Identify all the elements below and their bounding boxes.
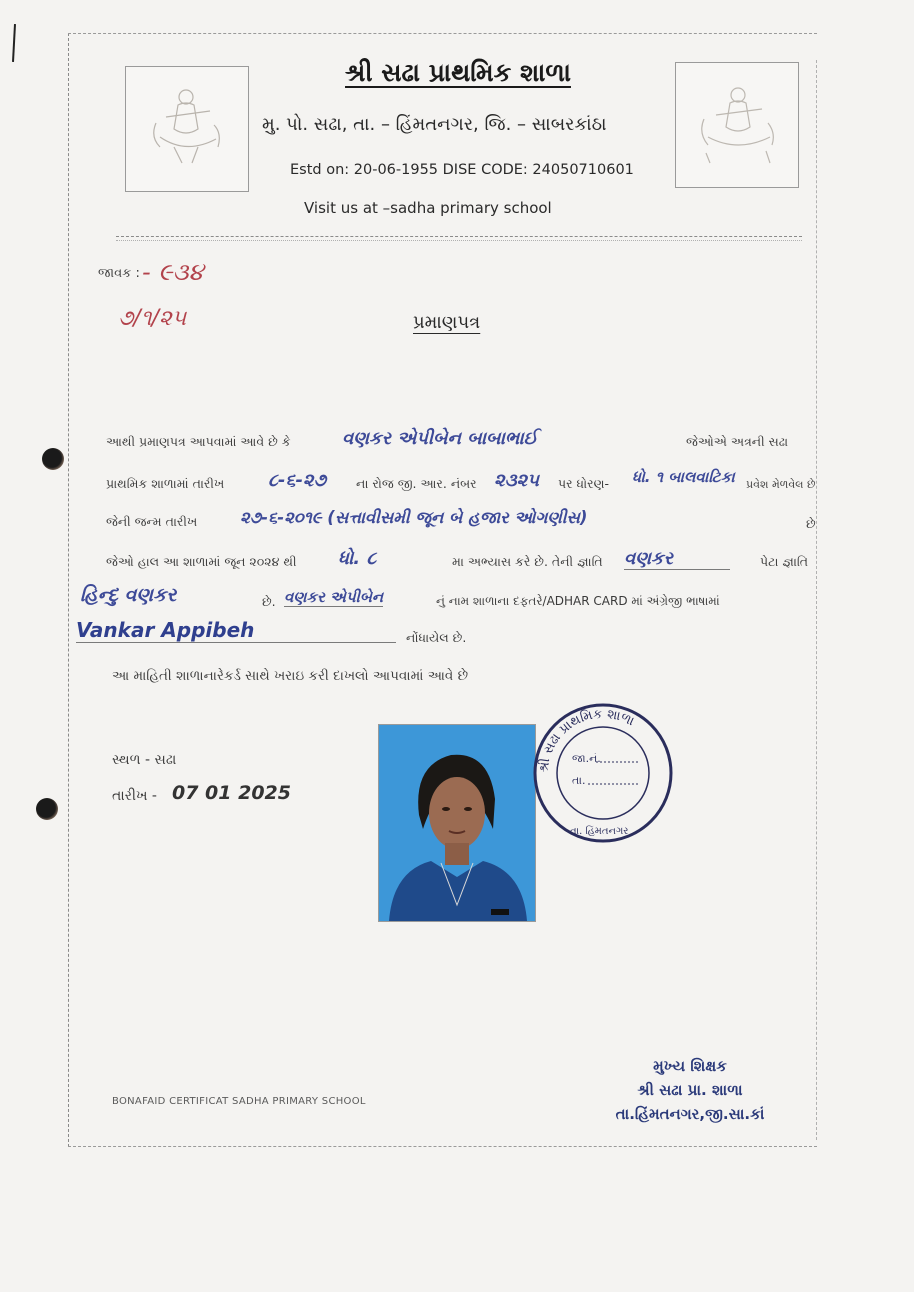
body-line6-text: નોંધાયેલ છે. bbox=[406, 630, 467, 645]
javak-label: જાવક : bbox=[98, 266, 140, 281]
school-address: મુ. પો. સઢા, તા. – હિંમતનગર, જિ. – સાબરકાંઠા bbox=[262, 114, 607, 135]
religion-subcaste: હિન્દુ વણકર bbox=[80, 584, 177, 606]
place-row bbox=[112, 752, 176, 768]
school-seal bbox=[530, 700, 676, 846]
visit-us-line: Visit us at –sadha primary school bbox=[304, 199, 552, 217]
school-name: શ્રી સઢા પ્રાથમિક શાળા bbox=[345, 58, 571, 87]
saraswati-logo-right bbox=[675, 62, 799, 188]
place-label: સ્થળ - bbox=[112, 752, 155, 768]
student-name-english: Vankar Appibeh bbox=[76, 618, 396, 643]
punch-hole-top bbox=[42, 448, 64, 470]
signature-title: મુખ્ય શિક્ષક bbox=[653, 1057, 727, 1075]
punch-hole-bottom bbox=[36, 798, 58, 820]
body-line4-text-b: મા અભ્યાસ કરે છે. તેની જ્ઞાતિ bbox=[452, 554, 603, 569]
current-standard: ધો. ૮ bbox=[338, 548, 377, 569]
reference-date: ૭/૧/૨૫ bbox=[118, 306, 187, 331]
place-value: સઢા bbox=[154, 752, 177, 768]
body-line2-text-d: પ્રવેશ મેળવેલ છે bbox=[746, 478, 816, 491]
admission-standard: ધો. ૧ બાલવાટિકા bbox=[632, 468, 735, 486]
seal-ja-label: જા.નં. bbox=[572, 752, 601, 765]
student-name: વણકર એપીબેન બાબાભાઈ bbox=[342, 428, 538, 449]
signature-school: શ્રી સઢા પ્રા. શાળા bbox=[637, 1081, 743, 1099]
certificate-border-right bbox=[816, 60, 817, 1140]
body-line5-text-b: નું નામ શાળાના દફતરે/ADHAR CARD માં અંગ્રેજી ભાષામાં bbox=[436, 594, 720, 608]
estd-dise-code: Estd on: 20-06-1955 DISE CODE: 24050710601 bbox=[290, 162, 634, 178]
body-line1-text-a: આથી પ્રમાણપત્ર આપવામાં આવે છે કે bbox=[106, 434, 291, 449]
signature-taluka: તા.હિંમતનગર,જી.સા.કાં bbox=[615, 1105, 765, 1123]
admission-date: ૮-૬-૨૭ bbox=[268, 470, 326, 491]
javak-number: - ૯૩૪ bbox=[142, 258, 204, 286]
margin-scratch bbox=[12, 24, 16, 62]
student-name-repeat: વણકર એપીબેન bbox=[284, 588, 384, 606]
saraswati-logo-left bbox=[125, 66, 249, 192]
seal-bottom-text: તા. હિંમતનગર bbox=[570, 826, 629, 837]
body-line1-text-b: જેઓએ અત્રની સઢા bbox=[686, 434, 789, 449]
footer-note: BONAFAID CERTIFICAT SADHA PRIMARY SCHOOL bbox=[112, 1096, 366, 1107]
body-line5-text-a: છે. bbox=[262, 594, 276, 609]
seal-ring-text: શ્રી સઢા પ્રાથમિક શાળા bbox=[536, 706, 637, 774]
header-divider bbox=[116, 236, 802, 237]
date-label: તારીખ - bbox=[112, 788, 157, 804]
date-of-birth: ૨૭-૬-૨૦૧૯ (સત્તાવીસમી જૂન બે હજાર ઓગણીસ) bbox=[240, 508, 588, 527]
body-line2-text-a: પ્રાથમિક શાળામાં તારીખ bbox=[106, 476, 225, 491]
seal-ta-label: તા. bbox=[572, 774, 586, 787]
certificate-title: પ્રમાણપત્ર bbox=[413, 312, 481, 333]
body-line4-text-a: જેઓ હાલ આ શાળામાં જૂન ૨૦૨૪ થી bbox=[106, 554, 297, 569]
header-divider-dotted bbox=[116, 240, 802, 241]
student-photo bbox=[378, 724, 536, 922]
body-line2-text-b: ના રોજ જી. આર. નંબર bbox=[356, 476, 477, 491]
caste: વણકર bbox=[624, 548, 730, 570]
date-value: 07 01 2025 bbox=[172, 782, 291, 804]
headmaster-signature-block bbox=[580, 1054, 800, 1126]
body-line2-text-c: પર ધોરણ- bbox=[558, 476, 610, 491]
verification-statement: આ માહિતી શાળાનારેકર્ડ સાથે ખરાઇ કરી દાખલો આપવામાં આવે છે bbox=[112, 668, 469, 684]
body-line3-text-b: છે bbox=[806, 516, 816, 531]
body-line4-text-c: પેટા જ્ઞાતિ bbox=[760, 554, 809, 569]
gr-number: ૨૩૨૫ bbox=[494, 470, 539, 491]
body-line3-text-a: જેની જન્મ તારીખ bbox=[106, 514, 198, 529]
